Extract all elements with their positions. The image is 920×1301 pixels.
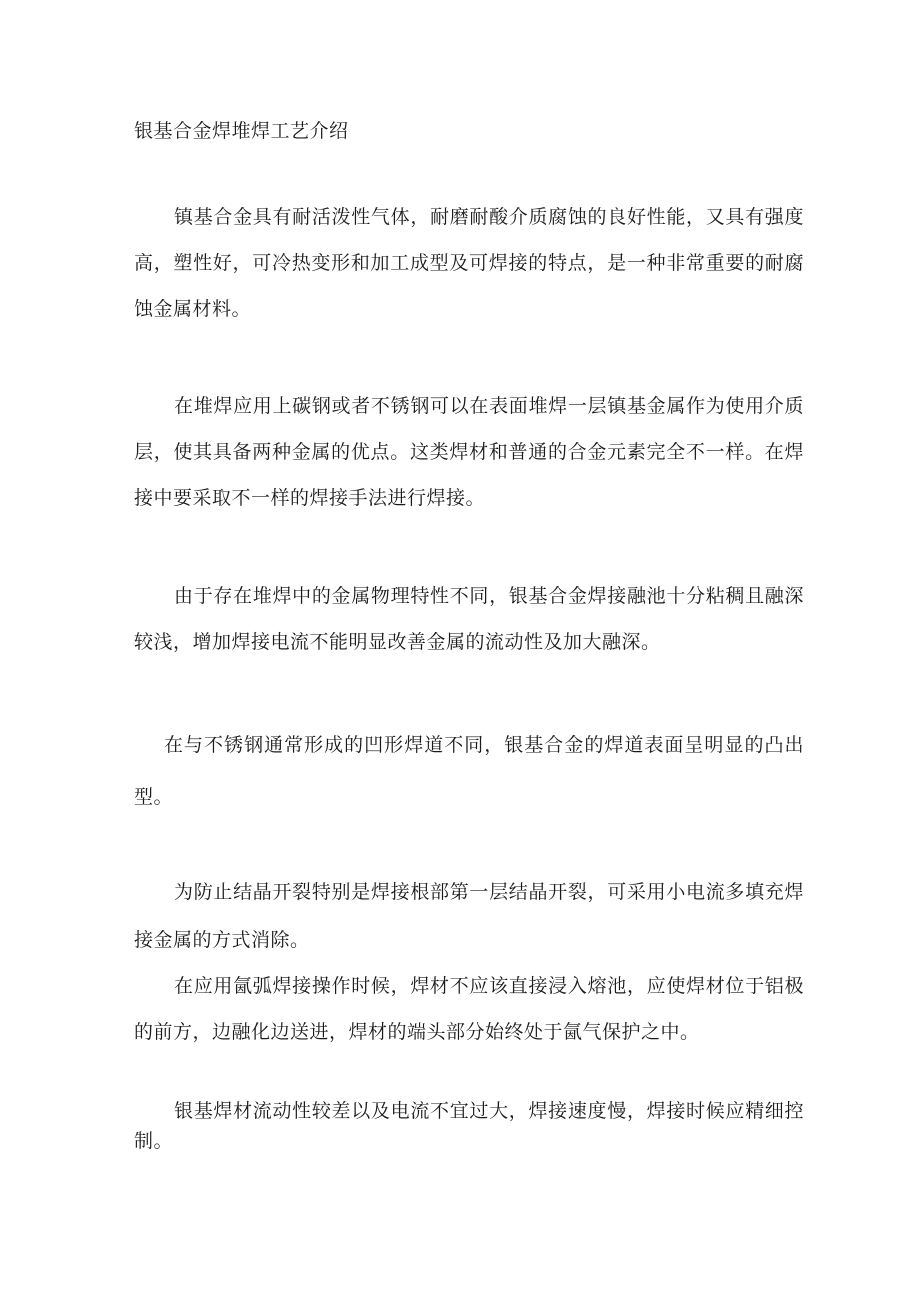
paragraph-3: 由于存在堆焊中的金属物理特性不同，银基合金焊接融池十分粘稠且融深较浅，增加焊接电流不能明显改善金属的流动性及加大融深。 xyxy=(134,585,804,653)
paragraph-6: 在应用氤弧焊接操作时候，焊材不应该直接浸入熔池，应使焊材位于铝极的前方，边融化边送进，焊材的端头部分始终处于氤气保护之中。 xyxy=(134,975,804,1043)
paragraph-2: 在堆焊应用上碳钢或者不锈钢可以在表面堆焊一层镇基金属作为使用介质层，使其具备两种金属的优点。这类焊材和普通的合金元素完全不一样。在焊接中要采取不一样的焊接手法进行焊接。 xyxy=(134,395,804,509)
paragraph-5: 为防止结晶开裂特别是焊接根部第一层结晶开裂，可采用小电流多填充焊接金属的方式消除。 xyxy=(134,881,804,951)
paragraph-4: 在与不锈钢通常形成的凹形焊道不同，银基合金的焊道表面呈明显的凸出型。 xyxy=(134,734,804,808)
document-title: 银基合金焊堆焊工艺介绍 xyxy=(134,120,349,142)
paragraph-1: 镇基合金具有耐活泼性气体，耐磨耐酸介质腐蚀的良好性能，又具有强度高，塑性好，可冷热变形和加工成型及可焊接的特点，是一种非常重要的耐腐蚀金属材料。 xyxy=(134,206,804,320)
paragraph-7: 银基焊材流动性较差以及电流不宜过大，焊接速度慢，焊接时候应精细控制。 xyxy=(134,1100,804,1152)
